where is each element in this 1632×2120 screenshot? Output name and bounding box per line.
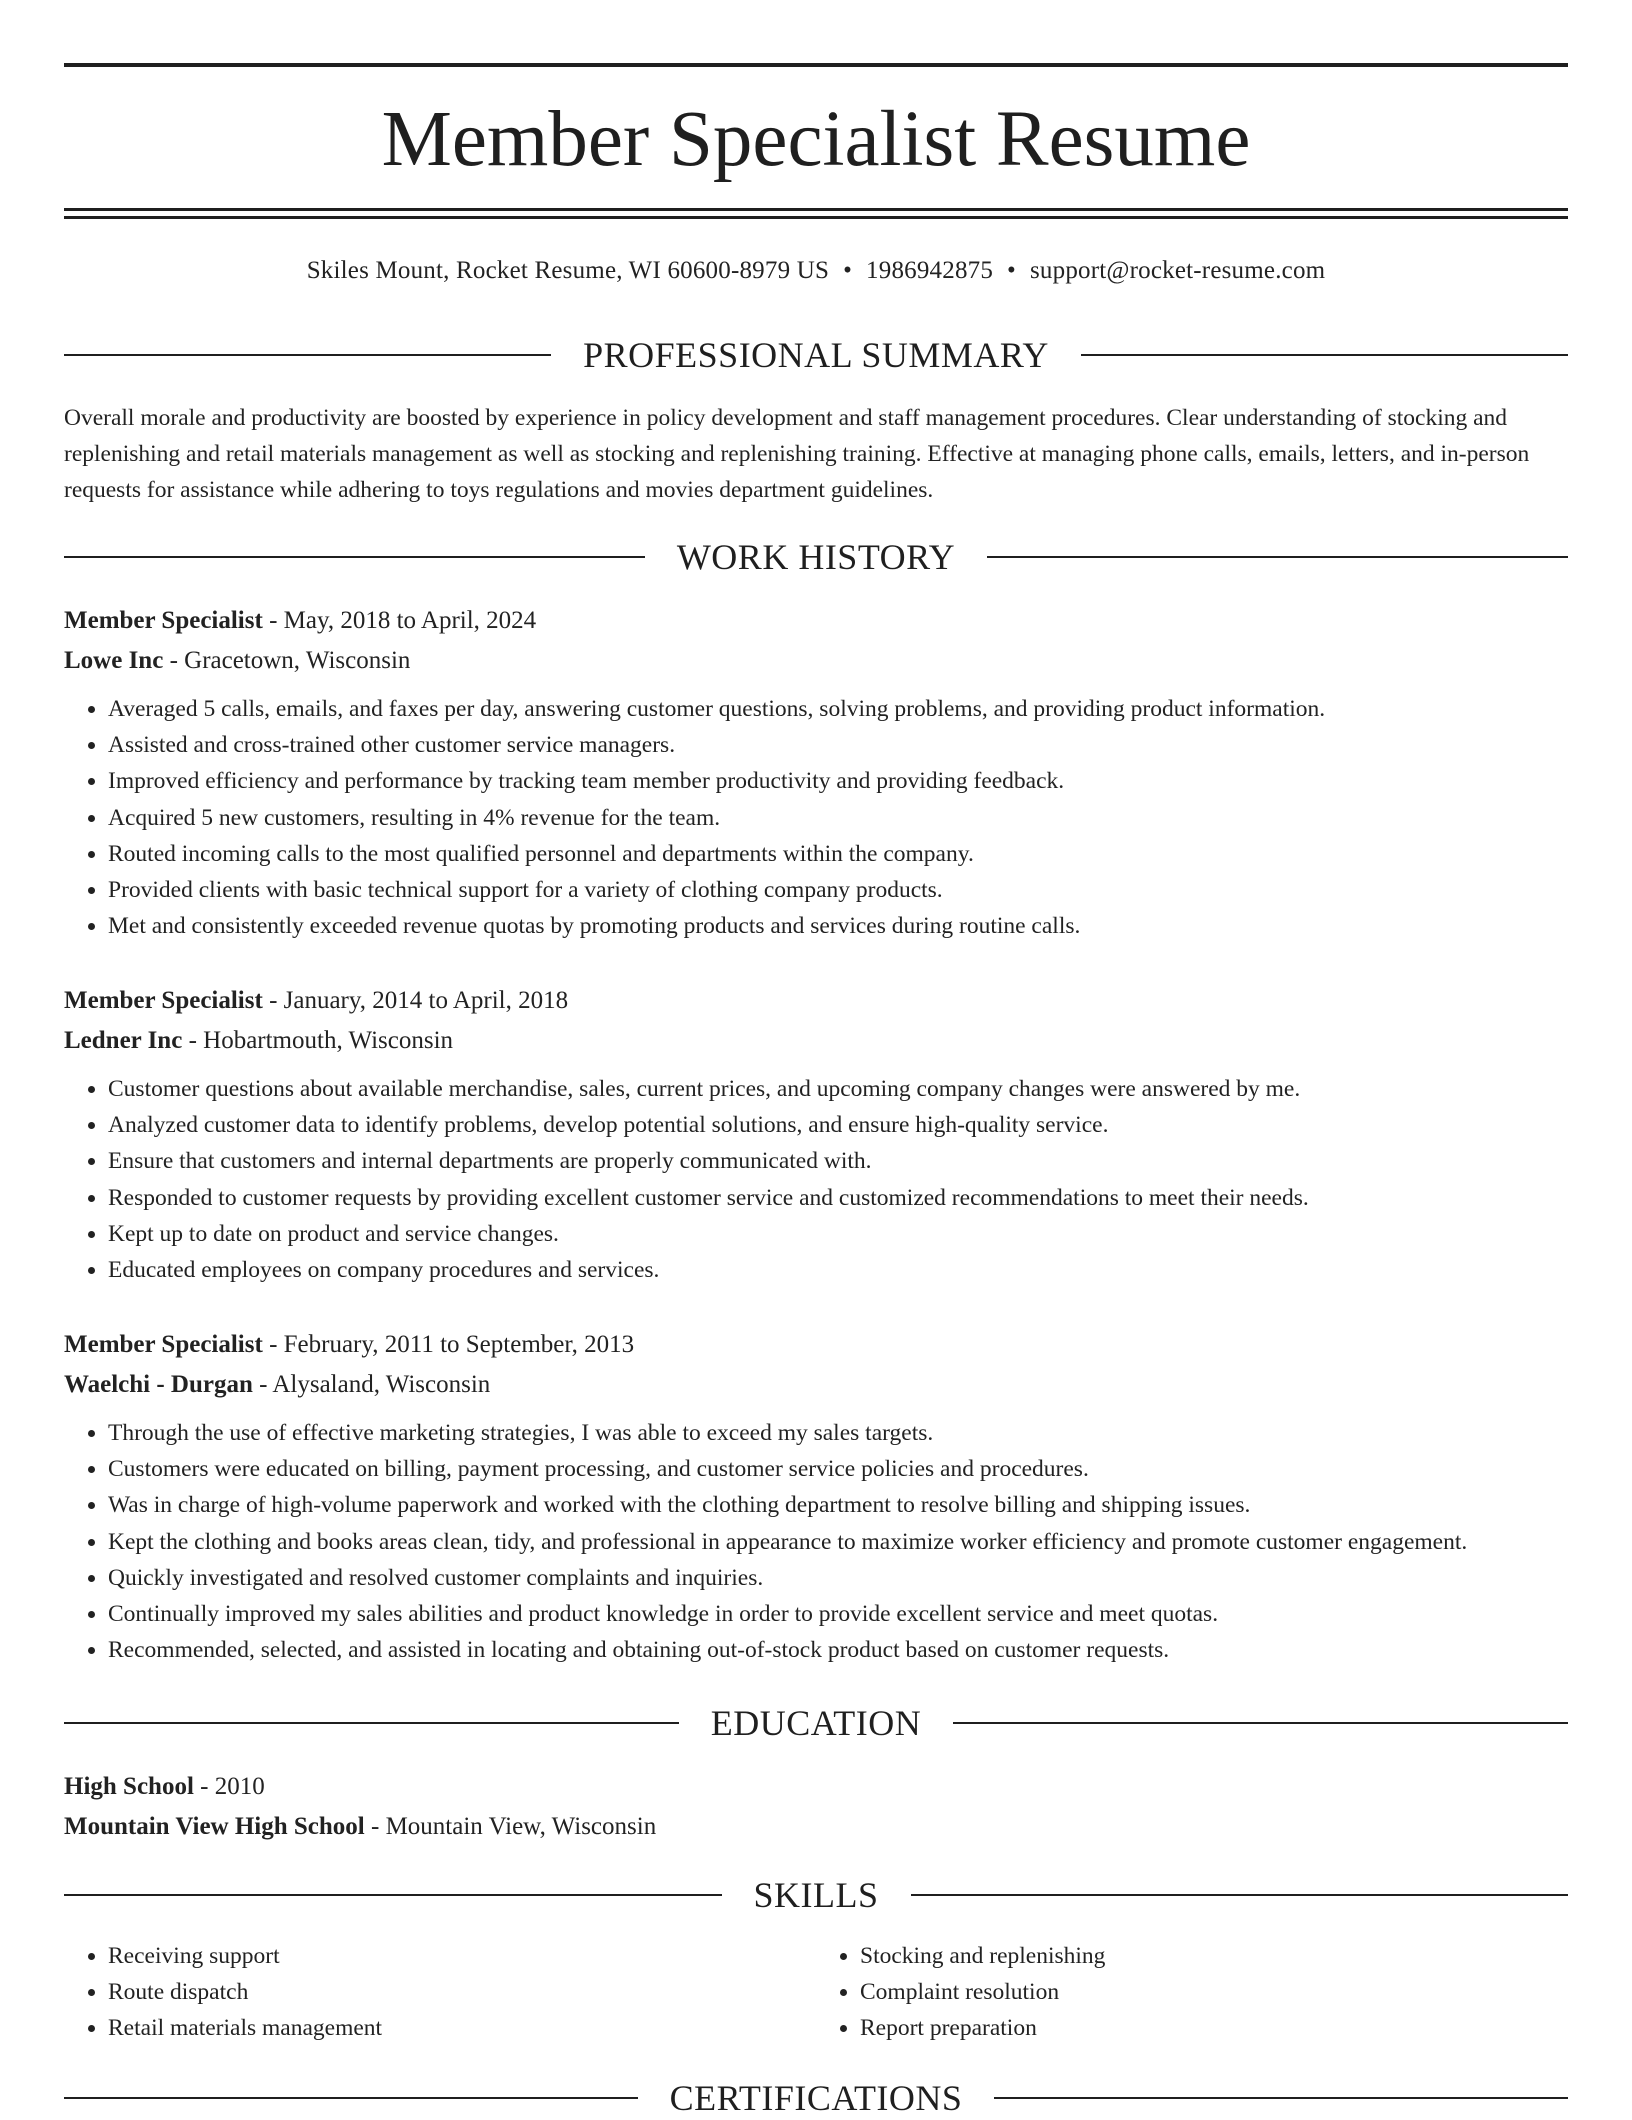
skills-list [64,1938,1568,2046]
contact-separator: • [1007,257,1016,284]
list-item: • Improved efficiency and performance by tracking team member productivity and providing feedback. [108,763,1568,799]
job-company-line [64,1021,1568,1061]
list-item: • Kept up to date on product and service changes. [108,1216,1568,1252]
list-item: • Met and consistently exceeded revenue quotas by promoting products and services during routine calls. [108,908,1568,944]
section-heading-certifications [64,2076,1568,2120]
list-item: • Receiving support [108,1938,816,1974]
heading-rule [994,2097,1568,2099]
heading-rule [64,2097,638,2099]
job-company-line [64,641,1568,681]
list-item: • Was in charge of high-volume paperwork and worked with the clothing department to resolve billing and shipping issues. [108,1487,1568,1523]
list-item: • Complaint resolution [860,1974,1568,2010]
job-entry [64,1325,1568,1668]
job-company: Waelchi - Durgan [64,1371,253,1398]
heading-rule [953,1722,1568,1724]
job-title: Member Specialist [64,987,263,1014]
job-entry [64,601,1568,944]
section-title: CERTIFICATIONS [669,2078,963,2118]
job-bullets [64,1415,1568,1668]
heading-rule [64,1894,722,1896]
list-item: • Kept the clothing and books areas clean, tidy, and professional in appearance to maximize worker efficiency and promote customer engagement. [108,1524,1568,1560]
skills-column-right [816,1938,1568,2046]
education-degree: High School [64,1773,194,1800]
job-bullets [64,1071,1568,1288]
list-item: • Educated employees on company procedures and services. [108,1252,1568,1288]
education-school: Mountain View High School [64,1813,365,1840]
job-location: - Gracetown, Wisconsin [163,647,411,674]
education-entry [64,1767,1568,1847]
section-heading-skills [64,1873,1568,1917]
list-item: • Acquired 5 new customers, resulting in 4% revenue for the team. [108,800,1568,836]
list-item: • Stocking and replenishing [860,1938,1568,1974]
job-location: - Hobartmouth, Wisconsin [182,1027,454,1054]
job-dates: - January, 2014 to April, 2018 [262,987,569,1014]
list-item: • Provided clients with basic technical support for a variety of clothing company products. [108,872,1568,908]
section-title: EDUCATION [710,1703,922,1743]
education-school-line [64,1807,1568,1847]
list-item: • Averaged 5 calls, emails, and faxes per day, answering customer questions, solving problems, and providing product information. [108,691,1568,727]
section-heading-education [64,1701,1568,1745]
section-heading-summary [64,333,1568,377]
contact-line [64,254,1568,288]
page-title: Member Specialist Resume [381,96,1251,183]
job-title-line [64,981,1568,1021]
job-bullets [64,691,1568,944]
job-title: Member Specialist [64,607,263,634]
skills-column-left [64,1938,816,2046]
list-item: • Customer questions about available merchandise, sales, current prices, and upcoming company changes were answered by me. [108,1071,1568,1107]
top-rule [64,63,1568,67]
section-title: WORK HISTORY [676,537,956,577]
section-heading-work-history [64,535,1568,579]
job-dates: - February, 2011 to September, 2013 [262,1331,635,1358]
education-year: - 2010 [193,1773,265,1800]
heading-rule [64,354,551,356]
list-item: • Retail materials management [108,2010,816,2046]
list-item: • Responded to customer requests by providing excellent customer service and customized recommendations to meet their needs. [108,1180,1568,1216]
list-item: • Route dispatch [108,1974,816,2010]
title-double-rule [64,208,1568,219]
list-item: • Continually improved my sales abilities and product knowledge in order to provide excellent service and meet quotas. [108,1596,1568,1632]
section-title: PROFESSIONAL SUMMARY [583,335,1049,375]
education-degree-line [64,1767,1568,1807]
job-title-line [64,1325,1568,1365]
list-item: • Routed incoming calls to the most qualified personnel and departments within the company. [108,836,1568,872]
list-item: • Customers were educated on billing, payment processing, and customer service policies and procedures. [108,1451,1568,1487]
heading-rule [64,1722,679,1724]
job-location: - Alysaland, Wisconsin [252,1371,491,1398]
heading-rule [911,1894,1569,1896]
contact-phone: 1986942875 [866,257,994,284]
list-item: • Assisted and cross-trained other customer service managers. [108,727,1568,763]
education-location: - Mountain View, Wisconsin [364,1813,657,1840]
list-item: • Ensure that customers and internal departments are properly communicated with. [108,1143,1568,1179]
list-item: • Through the use of effective marketing strategies, I was able to exceed my sales targets. [108,1415,1568,1451]
job-dates: - May, 2018 to April, 2024 [262,607,537,634]
contact-email: support@rocket-resume.com [1030,257,1326,284]
job-company-line [64,1365,1568,1405]
list-item: • Analyzed customer data to identify problems, develop potential solutions, and ensure high-quality service. [108,1107,1568,1143]
section-title: SKILLS [753,1875,879,1915]
heading-rule [64,556,645,558]
job-company: Ledner Inc [64,1027,183,1054]
contact-separator: • [843,257,853,284]
heading-rule [1081,354,1568,356]
heading-rule [987,556,1568,558]
job-title: Member Specialist [64,1331,263,1358]
job-title-line [64,601,1568,641]
list-item: • Report preparation [860,2010,1568,2046]
summary-paragraph: Overall morale and productivity are boosted by experience in policy development and staff management procedures. Clear understanding of stocking and replenishing and retail materials management as well as stocking and replenishing training. Effective at managing phone calls, emails, letters, and in-person requests for assistance while adhering to toys regulations and movies department guidelines. [64,405,1530,503]
list-item: • Recommended, selected, and assisted in locating and obtaining out-of-stock product based on customer requests. [108,1632,1568,1668]
job-entry [64,981,1568,1288]
list-item: • Quickly investigated and resolved customer complaints and inquiries. [108,1560,1568,1596]
job-company: Lowe Inc [64,647,164,674]
contact-address: Skiles Mount, Rocket Resume, WI 60600-8979 US [306,257,830,284]
